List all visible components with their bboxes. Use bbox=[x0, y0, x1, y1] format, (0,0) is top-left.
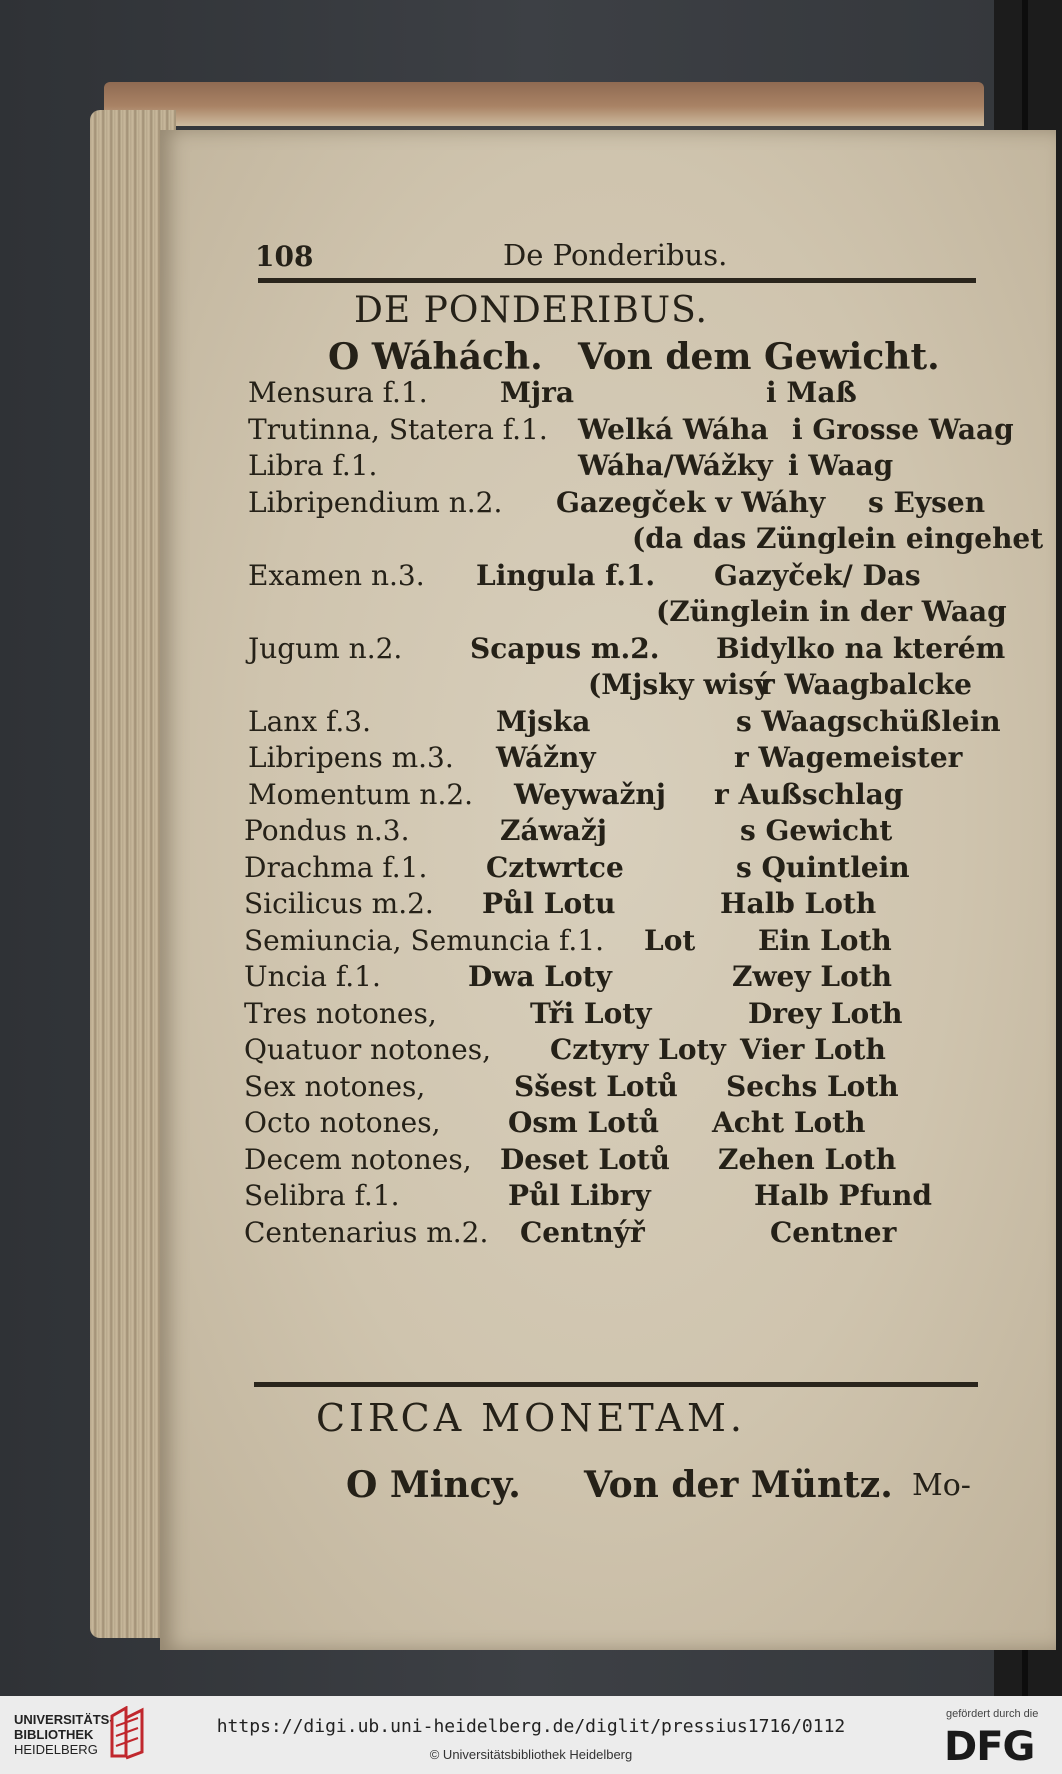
book-top-edge bbox=[104, 82, 984, 126]
german-term: Drey Loth bbox=[748, 996, 903, 1030]
german-term: s Quintlein bbox=[736, 850, 910, 884]
german-term: s Gewicht bbox=[740, 814, 893, 847]
german-term: Vier Loth bbox=[740, 1033, 886, 1066]
library-logo-line: UNIVERSITÄTS- bbox=[14, 1712, 114, 1727]
latin-term: Sicilicus m.2. bbox=[244, 887, 434, 920]
latin-term: Libripendium n.2. bbox=[248, 485, 503, 519]
czech-term: Osm Lotů bbox=[508, 1106, 660, 1139]
latin-term: Examen n.3. bbox=[248, 558, 425, 592]
section-divider-rule bbox=[254, 1382, 978, 1387]
czech-term: Centnýř bbox=[520, 1215, 645, 1249]
latin-term: Uncia f.1. bbox=[244, 960, 381, 993]
latin-term: Sex notones, bbox=[244, 1069, 426, 1103]
german-term: s Waagschüßlein bbox=[736, 704, 1001, 738]
czech-term: Lingula f.1. bbox=[476, 558, 656, 592]
german-term: Zwey Loth bbox=[732, 960, 893, 993]
page-number: 108 bbox=[255, 240, 314, 273]
czech-term: Mjska bbox=[496, 704, 591, 738]
german-term: s Eysen bbox=[868, 485, 986, 519]
funder-label: gefördert durch die bbox=[946, 1708, 1039, 1720]
czech-term: Dwa Loty bbox=[468, 960, 612, 993]
czech-term: Mjra bbox=[500, 376, 575, 409]
czech-term: Wážny bbox=[496, 741, 596, 774]
czech-term: Lot bbox=[644, 923, 696, 957]
german-term: (da das Zünglein eingehet bbox=[632, 522, 1044, 555]
latin-term: Mensura f.1. bbox=[248, 376, 428, 409]
german-term: Halb Loth bbox=[720, 887, 877, 920]
section2-title: CIRCA MONETAM. bbox=[315, 1396, 747, 1440]
czech-term: Scapus m.2. bbox=[470, 631, 660, 665]
latin-term: Semiuncia, Semuncia f.1. bbox=[244, 923, 605, 957]
latin-term: Tres notones, bbox=[244, 996, 437, 1030]
latin-term: Trutinna, Statera f.1. bbox=[248, 412, 548, 446]
permalink-url[interactable]: https://digi.ub.uni-heidelberg.de/diglit/pressius1716/0112 bbox=[216, 1716, 846, 1737]
latin-term: Drachma f.1. bbox=[244, 850, 428, 884]
german-term: Zehen Loth bbox=[718, 1142, 897, 1176]
german-term: Bidylko na kterém bbox=[716, 631, 1006, 665]
german-term: i Grosse Waag bbox=[792, 412, 1014, 446]
german-term: r Waagbalcke bbox=[760, 668, 972, 701]
section-subtitle-german: Von dem Gewicht. bbox=[578, 336, 940, 378]
catchword: Mo- bbox=[912, 1468, 971, 1503]
czech-term: Cztwrtce bbox=[486, 850, 624, 884]
german-term: Gazyček/ Das bbox=[714, 558, 921, 592]
czech-term: Wáha/Wážky bbox=[578, 449, 773, 482]
latin-term: Libra f.1. bbox=[248, 449, 378, 482]
czech-term: Sšest Lotů bbox=[514, 1069, 678, 1103]
running-head: De Ponderibus. bbox=[503, 238, 728, 272]
latin-term: Octo notones, bbox=[244, 1106, 441, 1139]
section2-subtitle-german: Von der Müntz. bbox=[584, 1464, 893, 1506]
german-term: Sechs Loth bbox=[726, 1069, 899, 1103]
latin-term: Quatuor notones, bbox=[244, 1033, 491, 1066]
latin-term: Selibra f.1. bbox=[244, 1179, 400, 1212]
czech-term: Záwažj bbox=[500, 814, 607, 847]
czech-term: Cztyry Loty bbox=[550, 1033, 726, 1066]
library-logo-line: HEIDELBERG bbox=[14, 1742, 98, 1757]
header-rule bbox=[258, 278, 976, 283]
german-term: Ein Loth bbox=[758, 923, 892, 957]
section-title: DE PONDERIBUS. bbox=[354, 290, 708, 331]
german-term: (Zünglein in der Waag bbox=[656, 595, 1007, 628]
latin-term: Decem notones, bbox=[244, 1142, 472, 1176]
german-term: i Waag bbox=[788, 449, 894, 482]
czech-term: Tři Loty bbox=[530, 996, 652, 1030]
latin-term: Jugum n.2. bbox=[248, 631, 403, 665]
czech-term: Weywažnj bbox=[514, 777, 666, 811]
czech-term: Půl Lotu bbox=[482, 887, 616, 920]
latin-term: Momentum n.2. bbox=[248, 777, 474, 811]
latin-term: Pondus n.3. bbox=[244, 814, 410, 847]
german-term: r Außschlag bbox=[714, 777, 904, 811]
german-term: Halb Pfund bbox=[754, 1179, 932, 1212]
czech-term: (Mjsky wisý bbox=[588, 668, 771, 701]
section2-subtitle-czech: O Mincy. bbox=[346, 1464, 521, 1506]
czech-term: Welká Wáha bbox=[578, 412, 769, 446]
german-term: Acht Loth bbox=[712, 1106, 866, 1139]
library-logo-line: BIBLIOTHEK bbox=[14, 1727, 94, 1742]
czech-term: Půl Libry bbox=[508, 1179, 651, 1212]
copyright-notice: © Universitätsbibliothek Heidelberg bbox=[429, 1747, 633, 1762]
czech-term: Deset Lotů bbox=[500, 1142, 671, 1176]
latin-term: Libripens m.3. bbox=[248, 741, 454, 774]
german-term: r Wagemeister bbox=[734, 741, 963, 774]
dfg-logo: DFG bbox=[944, 1724, 1035, 1770]
german-term: Centner bbox=[770, 1215, 897, 1249]
section-subtitle-czech: O Wáhách. bbox=[328, 336, 543, 378]
latin-term: Lanx f.3. bbox=[248, 704, 371, 738]
german-term: i Maß bbox=[766, 376, 857, 409]
czech-term: Gazegček v Wáhy bbox=[556, 485, 826, 519]
latin-term: Centenarius m.2. bbox=[244, 1215, 489, 1249]
